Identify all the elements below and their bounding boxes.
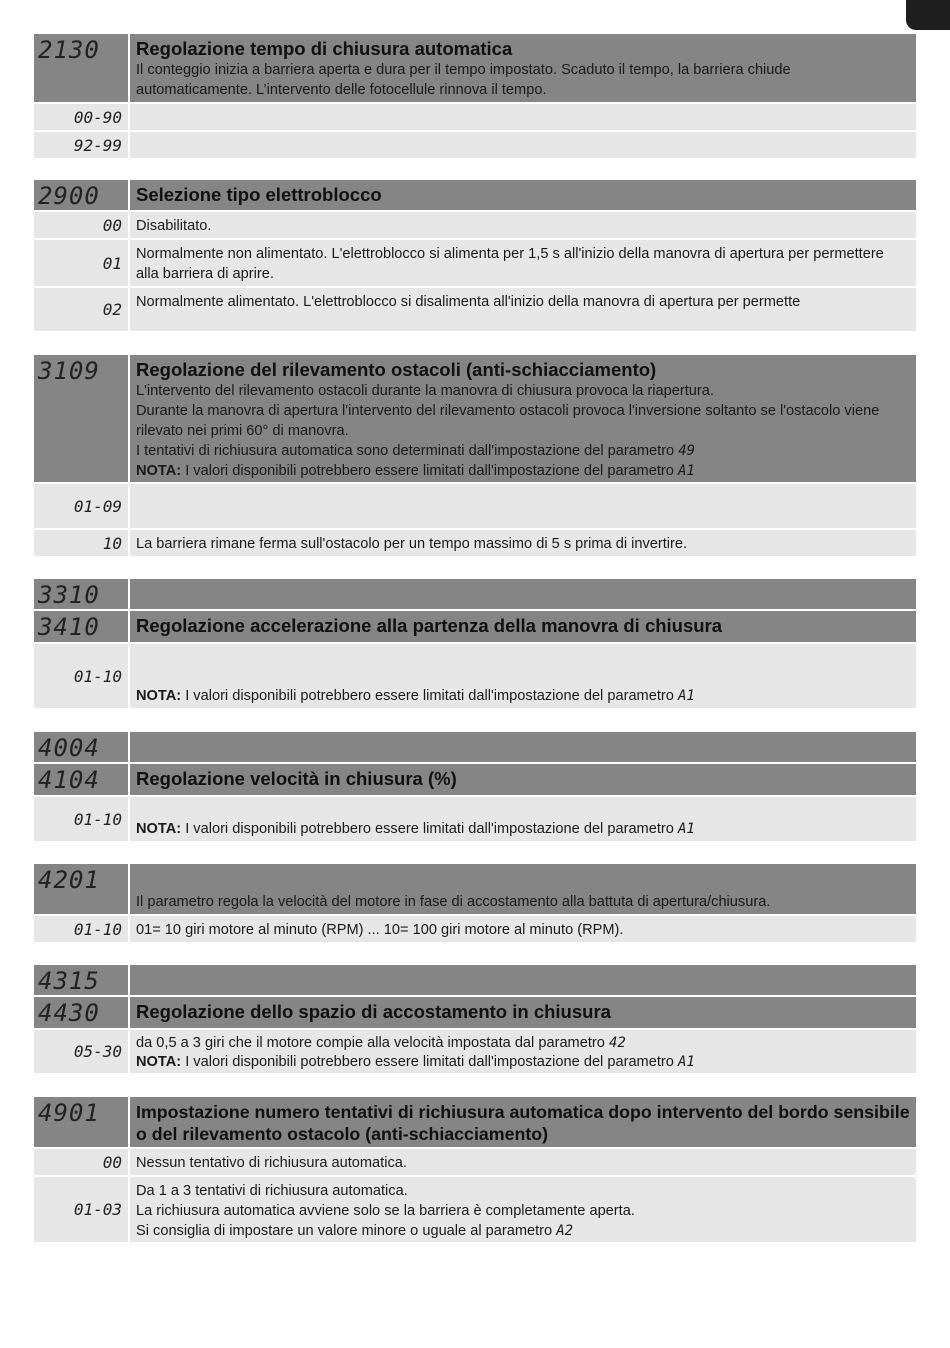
param-2130-option [34,132,916,158]
option-description: Disabilitato. [130,212,916,238]
param-4315-header [34,965,916,995]
note-text: I valori disponibili potrebbero essere limitati dall'impostazione del parametro [185,821,674,837]
option-description [130,132,916,158]
param-title: Regolazione tempo di chiusura automatica [136,38,513,59]
param-code: 4430 [34,997,128,1028]
param-3410-option [34,644,916,708]
param-3109-option [34,530,916,556]
param-reference: A2 [556,1223,574,1239]
note-text: I valori disponibili potrebbero essere limitati dall'impostazione del parametro [185,1054,674,1070]
param-description [130,764,916,795]
param-4201-header [34,864,916,914]
note-label: NOTA: [136,1054,182,1070]
note [136,1053,910,1072]
param-description [130,180,916,210]
param-text-part: I tentativi di richiusura automatica sono determinati dall'impostazione del parametro [136,443,675,459]
param-description [130,355,916,482]
option-text-part: Si consiglia di impostare un valore minore o uguale al parametro [136,1223,553,1239]
option-value: 01-10 [34,916,128,942]
option-text [136,1034,910,1053]
param-reference: A1 [677,1054,695,1070]
param-code: 2900 [34,180,128,210]
option-value: 01-09 [34,484,128,528]
param-4004-header [34,732,916,762]
option-value: 01-03 [34,1177,128,1242]
note-label: NOTA: [136,688,182,704]
param-description [130,579,916,609]
option-value: 00-90 [34,104,128,130]
option-description: Normalmente non alimentato. L'elettroblocco si alimenta per 1,5 s all'inizio della manovra di apertura per permettere alla barriera di aprire. [130,240,916,286]
param-reference: 49 [678,443,696,459]
option-text [136,1221,910,1241]
param-title: Selezione tipo elettroblocco [136,184,382,205]
option-description: 01= 10 giri motore al minuto (RPM) ... 10= 100 giri motore al minuto (RPM). [130,916,916,942]
param-title: Regolazione dello spazio di accostamento in chiusura [136,1001,611,1022]
note [136,461,910,481]
param-description [130,732,916,762]
param-3109-option [34,484,916,528]
param-4430-option [34,1030,916,1073]
param-text: L'intervento del rilevamento ostacoli durante la manovra di chiusura provoca la riapertura. [136,383,714,399]
page-corner-tab [906,0,950,30]
option-value: 10 [34,530,128,556]
param-description [130,611,916,642]
param-text [136,441,910,461]
param-code: 2130 [34,34,128,102]
option-description [130,104,916,130]
param-title: Regolazione velocità in chiusura (%) [136,768,457,789]
param-3109-header [34,355,916,482]
param-2900-header [34,180,916,210]
param-reference: A1 [677,821,695,837]
param-code: 3310 [34,579,128,609]
option-description [130,484,916,528]
param-reference: A1 [677,688,695,704]
param-code: 3410 [34,611,128,642]
param-code: 4201 [34,864,128,914]
param-description: Il parametro regola la velocità del motore in fase di accostamento alla battuta di apertura/chiusura. [130,864,916,914]
param-3310-header [34,579,916,609]
param-2900-option [34,288,916,331]
param-4901-header [34,1097,916,1147]
param-description [130,34,916,102]
param-description [130,965,916,995]
option-value: 92-99 [34,132,128,158]
note-label: NOTA: [136,463,182,479]
param-text: Durante la manovra di apertura l'intervento del rilevamento ostacoli provoca l'inversione soltanto se l'ostacolo viene rilevato nei primi 60° di manovra. [136,403,880,439]
param-title: Regolazione del rilevamento ostacoli (anti-schiacciamento) [136,359,657,380]
option-text-part: da 0,5 a 3 giri che il motore compie alla velocità impostata dal parametro [136,1035,605,1051]
option-value: 01-10 [34,797,128,841]
param-code: 3109 [34,355,128,482]
option-description [130,644,916,708]
param-4901-option [34,1149,916,1175]
param-description [130,1097,916,1147]
param-code: 4004 [34,732,128,762]
param-code: 4901 [34,1097,128,1147]
option-text: Da 1 a 3 tentativi di richiusura automatica. [136,1183,408,1199]
param-2900-option [34,212,916,238]
note-text: I valori disponibili potrebbero essere limitati dall'impostazione del parametro [185,463,674,479]
param-4201-option [34,916,916,942]
option-description: Nessun tentativo di richiusura automatica. [130,1149,916,1175]
param-text: Il conteggio inizia a barriera aperta e dura per il tempo impostato. Scaduto il tempo, la barriera chiude automaticamente. L’intervento delle fotocellule rinnova il tempo. [136,62,791,98]
param-title: Impostazione numero tentativi di richiusura automatica dopo intervento del bordo sensibile o del rilevamento ostacolo (anti-schiacciamento) [136,1102,910,1144]
param-code: 4315 [34,965,128,995]
option-description [130,797,916,841]
option-description [130,1177,916,1242]
param-4104-header [34,764,916,795]
note-text: I valori disponibili potrebbero essere limitati dall'impostazione del parametro [185,688,674,704]
param-2900-option [34,240,916,286]
param-4901-option [34,1177,916,1242]
param-description [130,997,916,1028]
option-description: La barriera rimane ferma sull'ostacolo per un tempo massimo di 5 s prima di invertire. [130,530,916,556]
param-reference: 42 [608,1035,626,1051]
option-value: 01-10 [34,644,128,708]
param-4104-option [34,797,916,841]
option-value: 05-30 [34,1030,128,1073]
param-reference: A1 [677,463,695,479]
option-value: 00 [34,1149,128,1175]
param-3410-header [34,611,916,642]
param-code: 4104 [34,764,128,795]
param-title: Regolazione accelerazione alla partenza della manovra di chiusura [136,615,723,636]
option-value: 01 [34,240,128,286]
param-4430-header [34,997,916,1028]
option-description [130,1030,916,1073]
option-value: 00 [34,212,128,238]
option-value: 02 [34,288,128,331]
option-description: Normalmente alimentato. L'elettroblocco si disalimenta all'inizio della manovra di apertura per permette [130,288,916,331]
note-label: NOTA: [136,821,182,837]
param-2130-option [34,104,916,130]
param-2130-header [34,34,916,102]
option-text: La richiusura automatica avviene solo se la barriera è completamente aperta. [136,1203,635,1219]
